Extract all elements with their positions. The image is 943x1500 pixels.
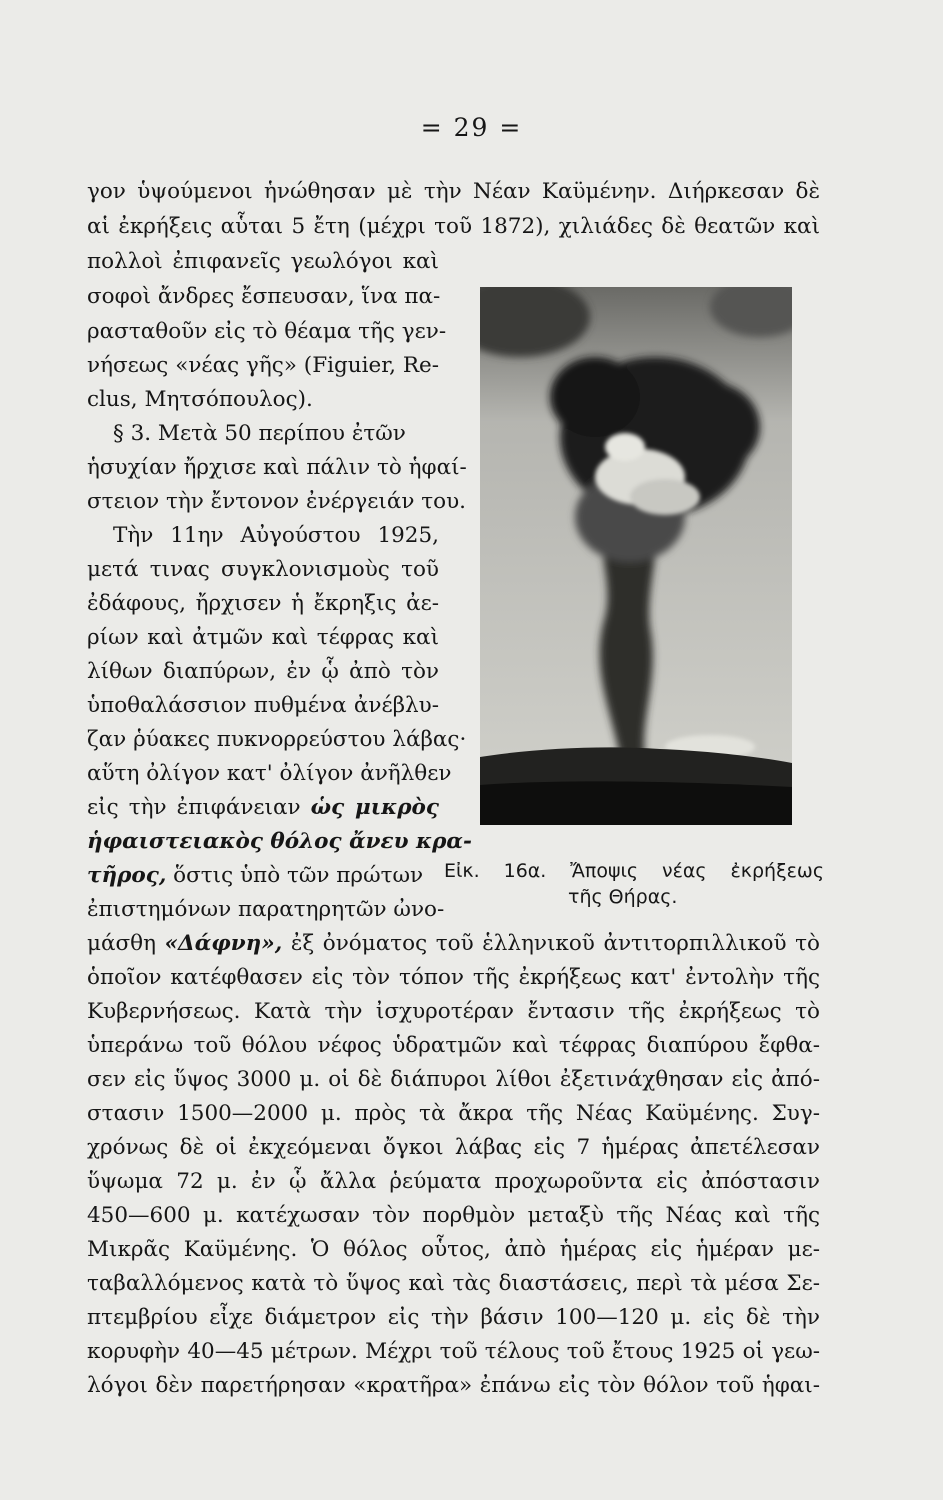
text-line: στασιν 1500—2000 μ. πρὸς τὰ ἄκρα τῆς Νέας Καϋμένης. Συγ- — [87, 1101, 820, 1126]
text-line: ρασταθοῦν εἰς τὸ θέαμα τῆς γεν- — [87, 319, 447, 344]
text-line: ταβαλλόμενος κατὰ τὸ ὕψος καὶ τὰς διαστάσεις, περὶ τὰ μέσα Σε- — [87, 1271, 820, 1296]
text-span: μάσθη — [87, 931, 156, 956]
text-line: 450—600 μ. κατέχωσαν τὸν πορθμὸν μεταξὺ τῆς Νέας καὶ τῆς — [87, 1203, 820, 1228]
text-line: νήσεως «νέας γῆς» (Figuier, Re- — [87, 353, 439, 378]
text-line: πολλοὶ ἐπιφανεῖς γεωλόγοι καὶ — [87, 249, 439, 274]
text-span: ὅστις ὑπὸ τῶν πρώτων — [173, 863, 424, 888]
text-line: αἱ ἐκρήξεις αὗται 5 ἔτη (μέχρι τοῦ 1872), χιλιάδες δὲ θεατῶν καὶ — [87, 214, 820, 239]
text-line: clus, Μητσόπουλος). — [87, 387, 313, 412]
text-line: αὕτη ὀλίγον κατ' ὀλίγον ἀνῆλθεν — [87, 761, 452, 786]
text-line: γον ὑψούμενοι ἡνώθησαν μὲ τὴν Νέαν Καϋμένην. Διήρκεσαν δὲ — [87, 179, 820, 204]
text-line: Τὴν 11ην Αὐγούστου 1925, — [113, 523, 439, 548]
text-line — [87, 791, 439, 824]
figure-caption — [444, 858, 824, 910]
text-line — [87, 859, 439, 892]
text-line: λόγοι δὲν παρετήρησαν «κρατῆρα» ἐπάνω εἰς τὸν θόλον τοῦ ἡφαι- — [87, 1373, 820, 1398]
caption-line: τῆς Θήρας. — [568, 886, 678, 908]
text-line: ἡσυχίαν ἤρχισε καὶ πάλιν τὸ ἡφαί- — [87, 455, 467, 480]
text-line: λίθων διαπύρων, ἐν ᾧ ἀπὸ τὸν — [87, 659, 439, 684]
bold-text: «Δάφνη», — [164, 931, 283, 956]
eruption-illustration — [480, 287, 792, 825]
text-line: στειον τὴν ἔντονον ἐνέργειάν του. — [87, 489, 467, 514]
text-line: ὑποθαλάσσιον πυθμένα ἀνέβλυ- — [87, 693, 439, 718]
text-line: ὕψωμα 72 μ. ἐν ᾧ ἄλλα ῥεύματα προχωροῦντα εἰς ἀπόστασιν — [87, 1169, 820, 1194]
text-line: πτεμβρίου εἶχε διάμετρον εἰς τὴν βάσιν 100—120 μ. εἰς δὲ τὴν — [87, 1305, 820, 1330]
caption-line: Εἰκ. 16α. Ἄποψις νέας ἐκρήξεως — [444, 860, 824, 882]
bold-text-line: ἡφαιστειακὸς θόλος ἄνευ κρα- — [87, 829, 472, 854]
text-line: κορυφὴν 40—45 μέτρων. Μέχρι τοῦ τέλους τοῦ ἔτους 1925 οἱ γεω- — [87, 1339, 820, 1364]
eruption-photo — [480, 287, 792, 825]
text-line: σεν εἰς ὕψος 3000 μ. οἱ δὲ διάπυροι λίθοι ἐξετινάχθησαν εἰς ἀπό- — [87, 1067, 820, 1092]
text-line: ρίων καὶ ἀτμῶν καὶ τέφρας καὶ — [87, 625, 439, 650]
text-line: ὁποῖον κατέφθασεν εἰς τὸν τόπον τῆς ἐκρήξεως κατ' ἐντολὴν τῆς — [87, 965, 820, 990]
text-line: Κυβερνήσεως. Κατὰ τὴν ἰσχυροτέραν ἔντασιν τῆς ἐκρήξεως τὸ — [87, 999, 820, 1024]
text-line: ἐπιστημόνων παρατηρητῶν ὠνο- — [87, 897, 445, 922]
text-line: Μικρᾶς Καϋμένης. Ὁ θόλος οὗτος, ἀπὸ ἡμέρας εἰς ἡμέραν με- — [87, 1237, 820, 1262]
bold-text: τῆρος, — [87, 863, 167, 888]
text-line: μετά τινας συγκλονισμοὺς τοῦ — [87, 557, 439, 582]
text-line: σοφοὶ ἄνδρες ἔσπευσαν, ἵνα πα- — [87, 284, 441, 309]
text-line: ἐδάφους, ἤρχισεν ἡ ἔκρηξις ἀε- — [87, 591, 439, 616]
text-line: § 3. Μετὰ 50 περίπου ἐτῶν — [113, 421, 406, 446]
text-line — [87, 927, 820, 960]
text-line: χρόνως δὲ οἱ ἐκχεόμεναι ὄγκοι λάβας εἰς 7 ἡμέρας ἀπετέλεσαν — [87, 1135, 820, 1160]
bold-text: ὡς μικρὸς — [310, 795, 439, 820]
text-line: ζαν ῥύακες πυκνορρεύστου λάβας· — [87, 727, 467, 752]
text-line: ὑπεράνω τοῦ θόλου νέφος ὑδρατμῶν καὶ τέφρας διαπύρου ἔφθα- — [87, 1033, 820, 1058]
page-number: = 29 = — [420, 113, 523, 142]
text-span: ἐξ ὀνόματος τοῦ ἑλληνικοῦ ἀντιτορπιλλικοῦ τὸ — [290, 931, 820, 956]
text-span: εἰς τὴν ἐπιφάνειαν — [87, 795, 301, 820]
